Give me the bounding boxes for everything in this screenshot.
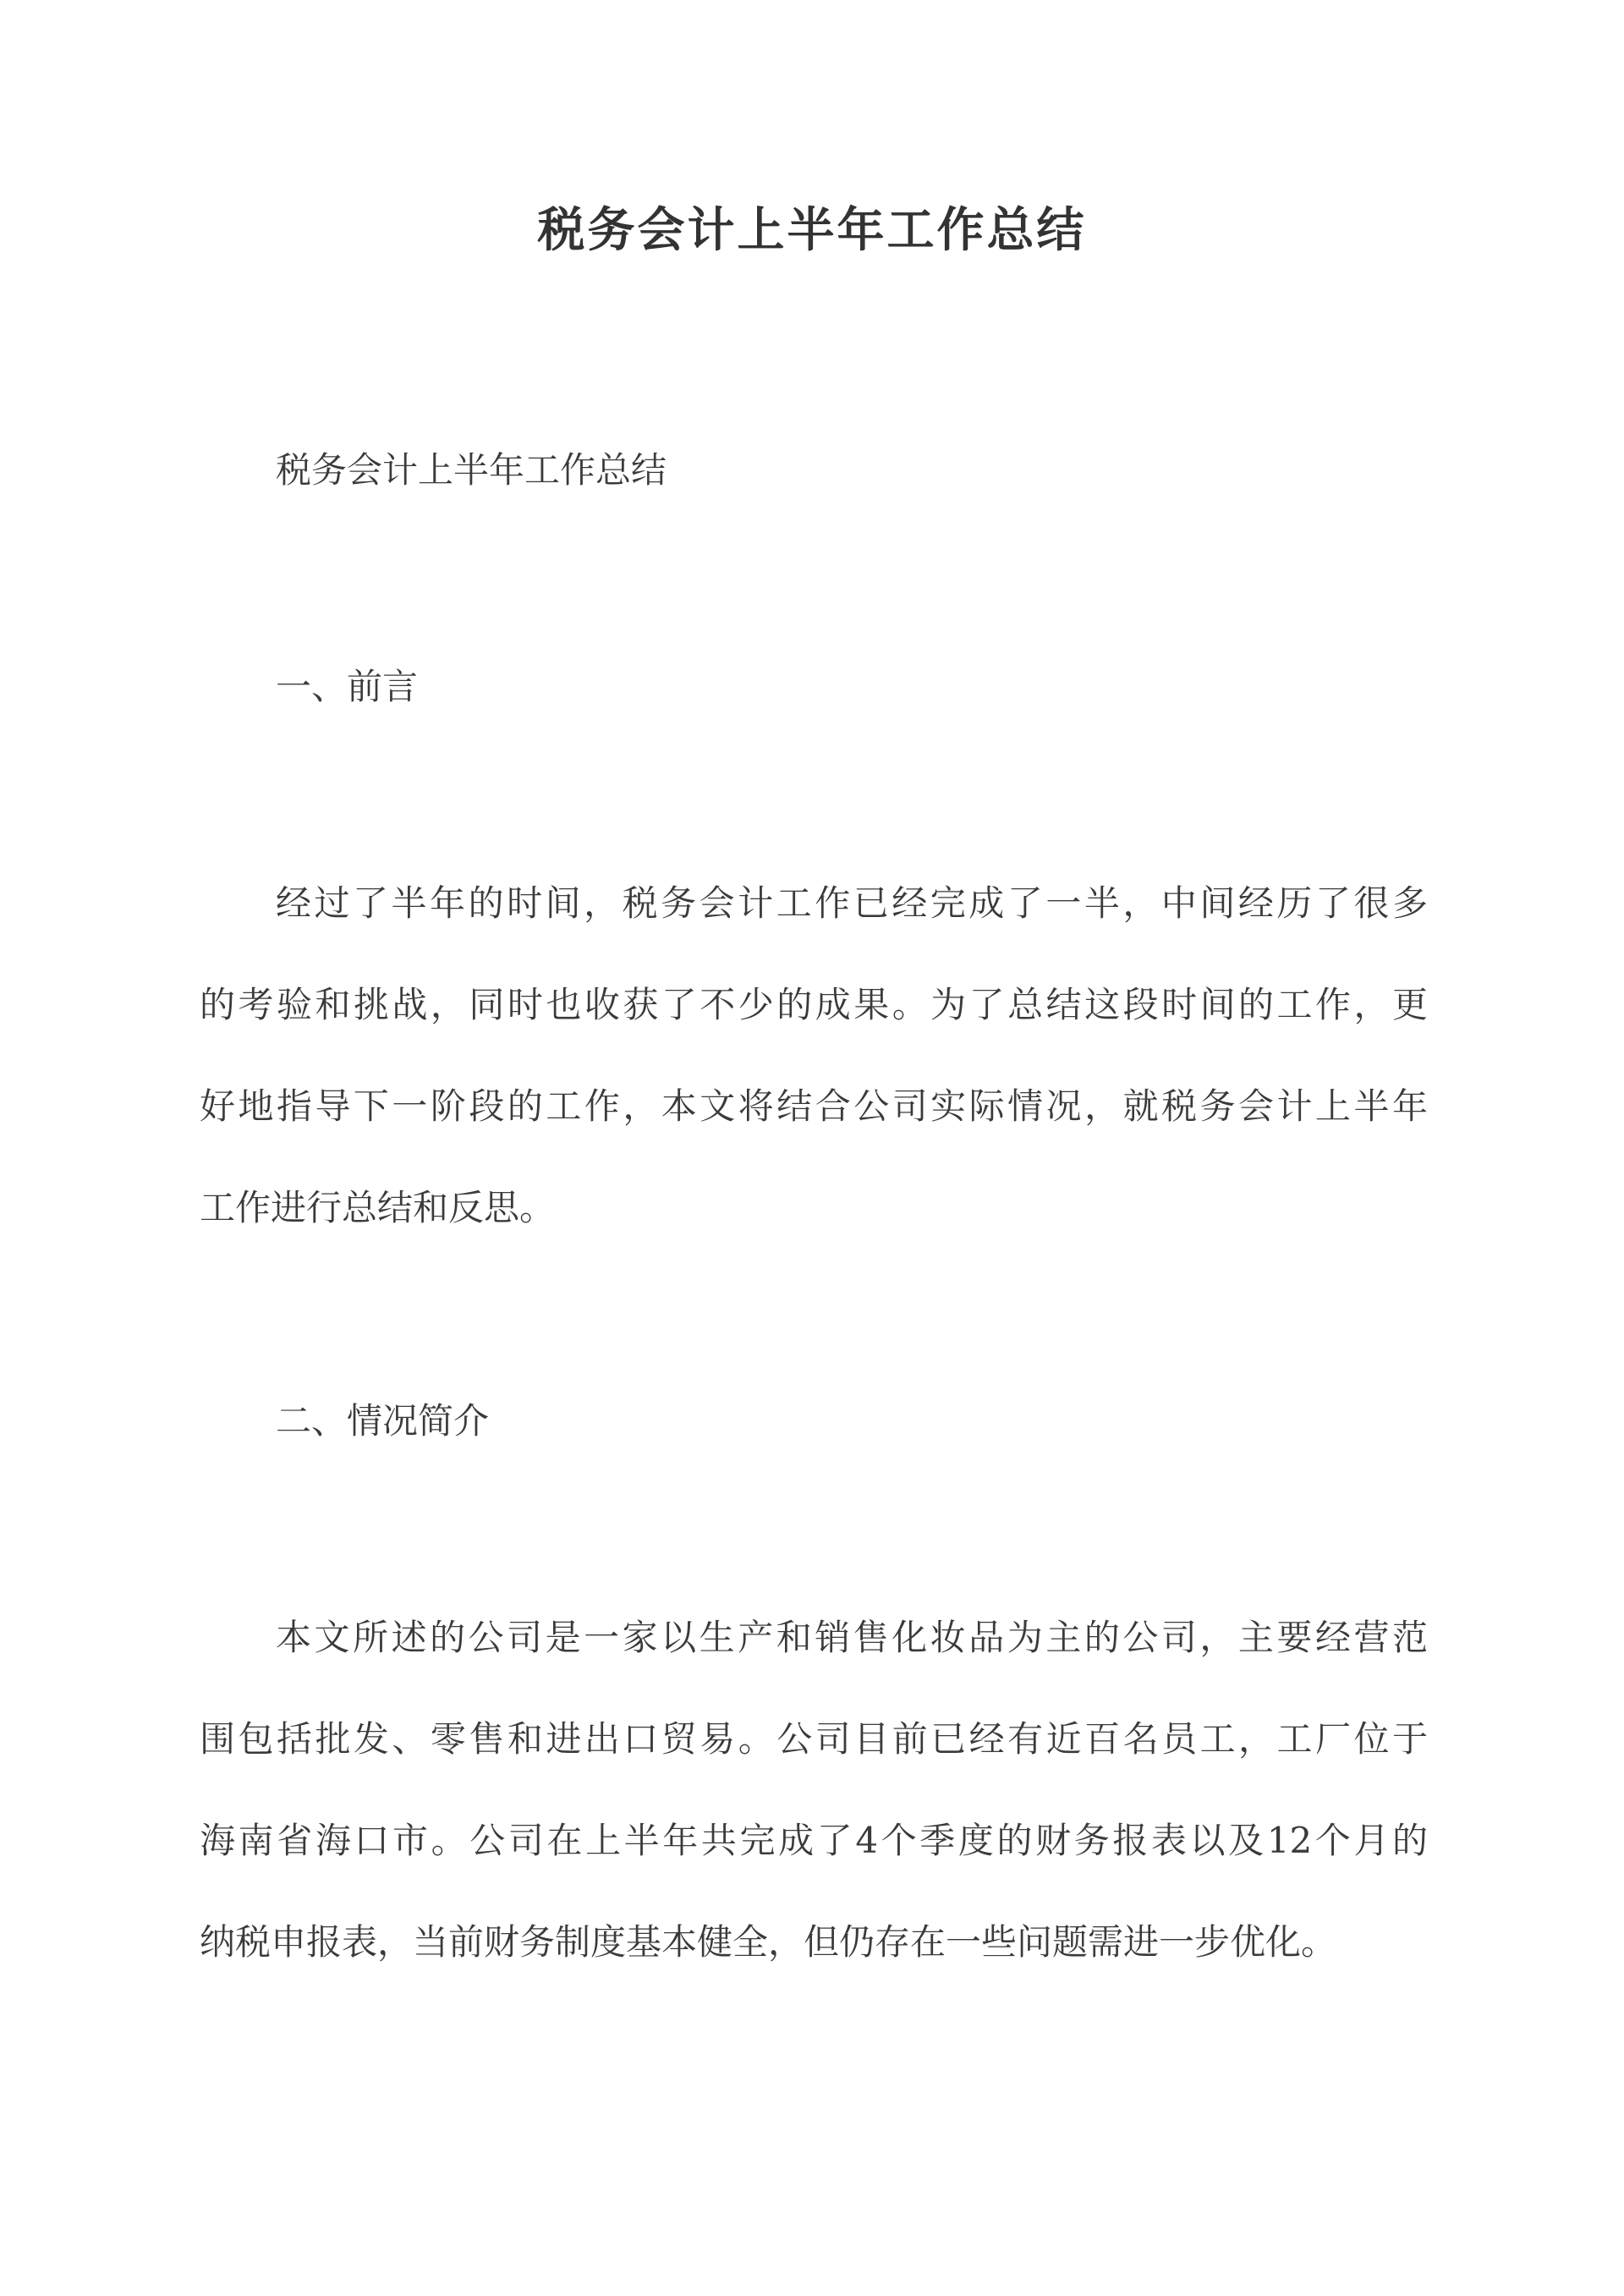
document-subtitle: 税务会计上半年工作总结 — [276, 449, 667, 491]
paragraph-line: 经过了半年的时间，税务会计工作已经完成了一半，中间经历了很多 — [276, 882, 1428, 924]
paragraph-line: 工作进行总结和反思。 — [200, 1187, 556, 1228]
paragraph-line: 围包括批发、零售和进出口贸易。公司目前已经有近百名员工，工厂位于 — [200, 1718, 1428, 1760]
section-heading-preface: 一、前言 — [276, 666, 419, 707]
paragraph-line: 的考验和挑战，同时也收获了不少的成果。为了总结这段时间的工作，更 — [200, 984, 1428, 1025]
paragraph-line: 海南省海口市。公司在上半年共完成了4个季度的财务报表以及12个月的 — [200, 1820, 1428, 1861]
paragraph-line: 好地指导下一阶段的工作，本文将结合公司实际情况，就税务会计上半年 — [200, 1085, 1428, 1127]
document-title: 税务会计上半年工作总结 — [537, 202, 1087, 258]
paragraph-line: 纳税申报表，当前财务制度基本健全，但仍存在一些问题需进一步优化。 — [200, 1921, 1337, 1963]
section-heading-overview: 二、情况简介 — [276, 1400, 490, 1442]
paragraph-line: 本文所述的公司是一家以生产和销售化妆品为主的公司，主要经营范 — [276, 1617, 1428, 1658]
